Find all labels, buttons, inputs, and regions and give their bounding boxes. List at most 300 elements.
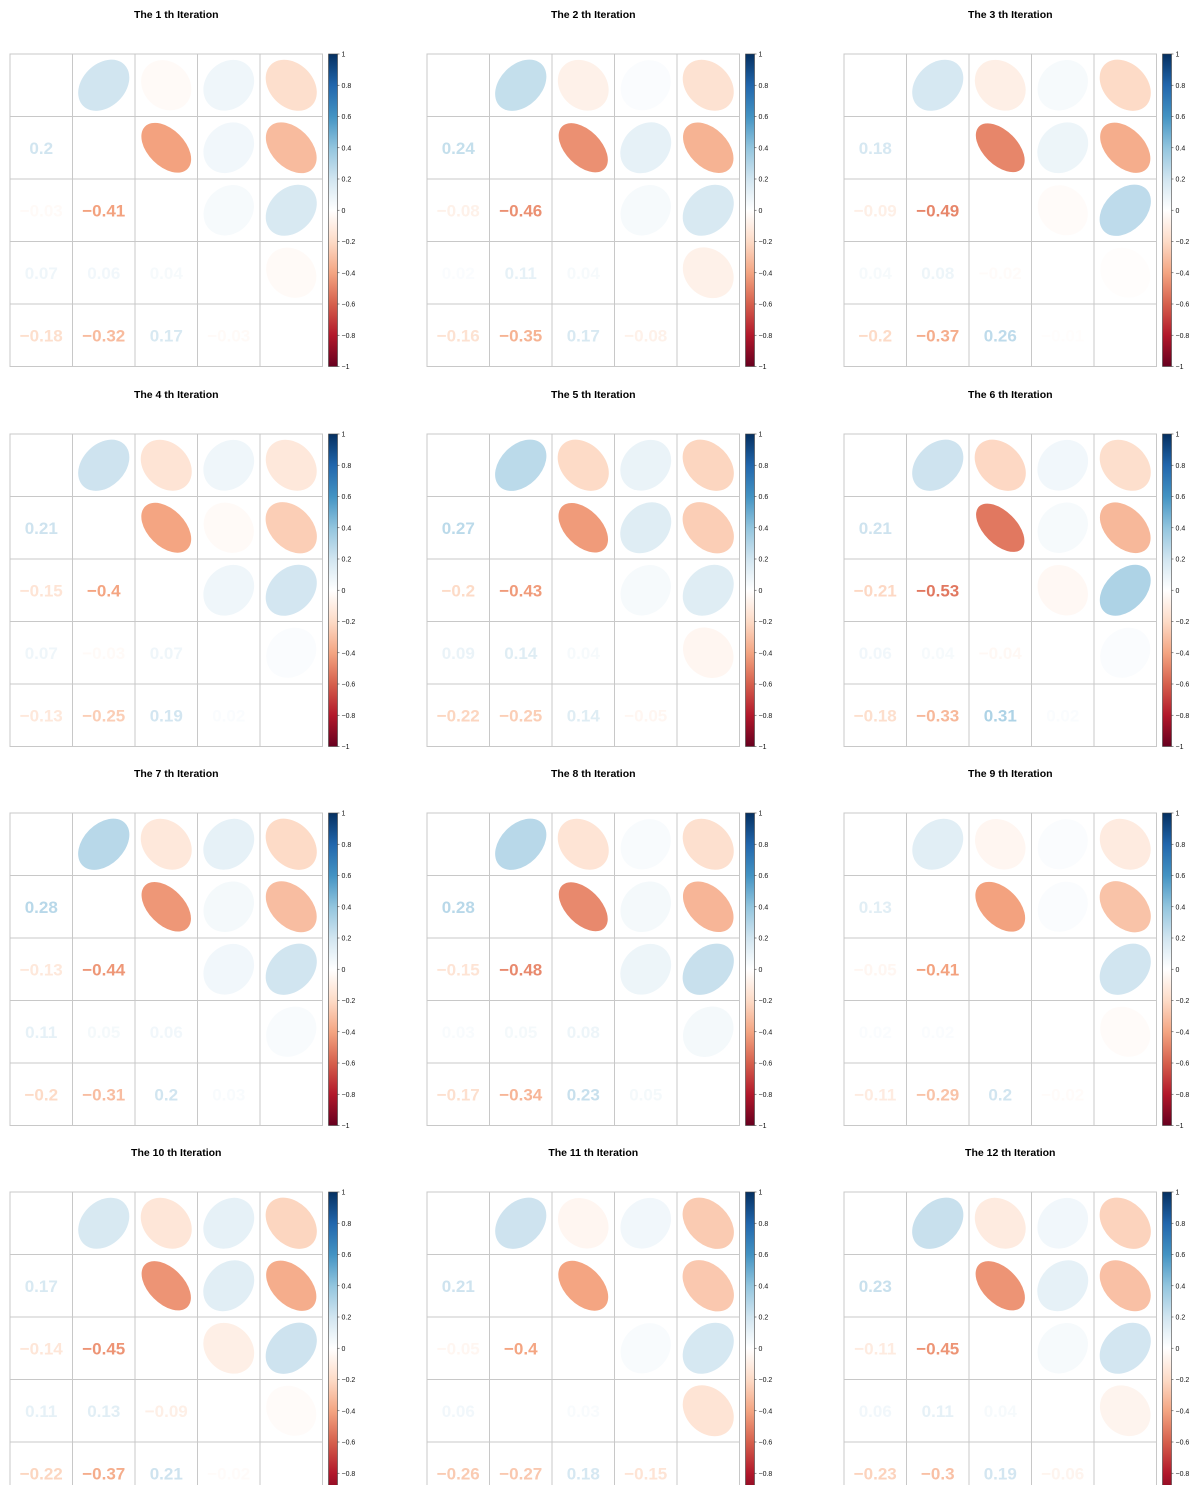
colorbar-tick-label: −1 xyxy=(341,744,350,751)
colorbar-tick-label: −0.8 xyxy=(758,1091,773,1099)
colorbar-tick-label: 0.6 xyxy=(1175,494,1186,501)
matrix-cell xyxy=(552,1317,615,1380)
colorbar-tick-label: −0.6 xyxy=(1175,301,1190,309)
matrix-cell xyxy=(427,813,490,876)
colorbar xyxy=(746,1192,755,1485)
colorbar-tick-label: −0.8 xyxy=(1175,332,1190,340)
colorbar-tick-label: 1 xyxy=(1175,810,1180,818)
correlation-value: −0.17 xyxy=(436,1085,480,1105)
colorbar-tick-label: 0.4 xyxy=(758,525,769,533)
colorbar-tick-label: −0.2 xyxy=(1175,239,1190,246)
correlation-value: 0.11 xyxy=(504,263,537,283)
matrix-cell xyxy=(10,54,73,117)
correlation-value: −0.02 xyxy=(1041,1085,1085,1105)
correlation-value: 0.06 xyxy=(858,1401,892,1421)
correlation-value: −0.03 xyxy=(207,326,251,346)
colorbar-tick-label: −0.2 xyxy=(1175,1377,1190,1384)
colorbar-tick-label: −0.6 xyxy=(341,1060,356,1068)
colorbar-tick-label: 0.4 xyxy=(758,1283,769,1291)
matrix-cell xyxy=(260,304,323,367)
corrplot-panel-1 xyxy=(10,9,355,371)
matrix-cell xyxy=(844,813,907,876)
panel-title: The 6 th Iteration xyxy=(967,389,1053,401)
correlation-value: −0.09 xyxy=(144,1401,188,1421)
matrix-cell xyxy=(427,54,490,117)
correlation-value: −0.11 xyxy=(854,1339,897,1359)
matrix-cell xyxy=(10,813,73,876)
correlation-value: −0.06 xyxy=(1041,1464,1085,1484)
matrix-cell xyxy=(615,622,678,685)
corrplot-panel-5 xyxy=(427,389,772,751)
colorbar-tick-label: 1 xyxy=(341,810,346,818)
matrix-cell xyxy=(1032,1001,1095,1064)
matrix-cell xyxy=(907,876,970,939)
matrix-cell xyxy=(1094,1442,1157,1485)
correlation-value: −0.05 xyxy=(853,960,897,980)
colorbar-tick-label: 0 xyxy=(341,207,346,215)
colorbar-tick-label: 0.8 xyxy=(758,462,769,470)
correlation-value: −0.25 xyxy=(82,706,126,726)
matrix-cell xyxy=(490,117,553,180)
colorbar-tick-label: 0.6 xyxy=(341,1252,352,1259)
matrix-cell xyxy=(490,876,553,939)
correlation-value: 0.02 xyxy=(1046,706,1080,726)
colorbar-tick-label: 0 xyxy=(341,1345,346,1353)
colorbar-tick-label: 0 xyxy=(758,1345,763,1353)
matrix-cell xyxy=(552,179,615,242)
colorbar-tick-label: 0.8 xyxy=(1175,462,1186,470)
colorbar-tick-label: −1 xyxy=(1175,1123,1184,1130)
colorbar-tick-label: 1 xyxy=(341,51,346,59)
correlation-value: 0.19 xyxy=(983,1464,1017,1484)
colorbar-tick-label: 0.8 xyxy=(1175,841,1186,849)
colorbar-tick-label: −0.2 xyxy=(758,619,773,626)
matrix-cell xyxy=(552,938,615,1001)
corrplot-panel-8 xyxy=(427,768,772,1130)
colorbar-tick-label: −0.4 xyxy=(341,270,356,278)
colorbar-tick-label: −1 xyxy=(1175,744,1184,751)
correlation-value: 0.18 xyxy=(566,1464,600,1484)
matrix-cell xyxy=(1094,1063,1157,1126)
colorbar-tick-label: 0.2 xyxy=(341,1314,352,1322)
colorbar-tick-label: −0.2 xyxy=(758,1377,773,1384)
panel-title: The 9 th Iteration xyxy=(967,768,1053,780)
colorbar-tick-label: 1 xyxy=(1175,1189,1180,1197)
correlation-value: 0.23 xyxy=(858,1276,892,1296)
matrix-cell xyxy=(260,1063,323,1126)
matrix-cell xyxy=(73,117,136,180)
colorbar-tick-label: −0.8 xyxy=(1175,712,1190,720)
correlation-value: 0.2 xyxy=(154,1085,179,1105)
correlation-value: 0.21 xyxy=(24,518,58,538)
colorbar-tick-label: −0.4 xyxy=(341,1408,356,1416)
correlation-value: −0.31 xyxy=(82,1085,126,1105)
colorbar-tick-label: 0.2 xyxy=(341,176,352,184)
colorbar-tick-label: 0.6 xyxy=(341,873,352,880)
matrix-cell xyxy=(969,559,1032,622)
correlation-value: −0.2 xyxy=(441,581,476,601)
colorbar-tick-label: 0.8 xyxy=(341,841,352,849)
matrix-cell xyxy=(552,559,615,622)
matrix-cell xyxy=(969,179,1032,242)
correlation-value: 0.27 xyxy=(441,518,475,538)
colorbar-tick-label: −0.6 xyxy=(1175,1439,1190,1447)
colorbar xyxy=(329,1192,338,1485)
correlation-value: −0.26 xyxy=(436,1464,480,1484)
colorbar-tick-label: −0.4 xyxy=(758,1408,773,1416)
correlation-value: 0.04 xyxy=(566,643,600,663)
colorbar-tick-label: 0.4 xyxy=(1175,904,1186,912)
matrix-cell xyxy=(844,434,907,497)
matrix-cell xyxy=(969,938,1032,1001)
colorbar-tick-label: −0.8 xyxy=(758,712,773,720)
panel-title: The 10 th Iteration xyxy=(131,1147,222,1159)
colorbar-tick-label: −0.2 xyxy=(341,1377,356,1384)
correlation-value: −0.34 xyxy=(499,1085,543,1105)
matrix-cell xyxy=(615,1001,678,1064)
colorbar-tick-label: 1 xyxy=(341,431,346,439)
correlation-value: 0.04 xyxy=(921,643,955,663)
panel-title: The 3 th Iteration xyxy=(967,9,1053,21)
colorbar xyxy=(1163,434,1172,747)
corrplot-panel-9 xyxy=(844,768,1189,1130)
correlation-value: 0.2 xyxy=(988,1085,1013,1105)
corrplot-panel-6 xyxy=(844,389,1189,751)
correlation-value: −0.03 xyxy=(19,201,63,221)
colorbar-tick-label: 0 xyxy=(341,966,346,974)
colorbar-tick-label: −0.4 xyxy=(758,650,773,658)
colorbar-tick-label: 1 xyxy=(758,1189,763,1197)
correlation-value: 0.06 xyxy=(87,263,121,283)
correlation-value: −0.48 xyxy=(499,960,543,980)
matrix-cell xyxy=(490,1255,553,1318)
matrix-cell xyxy=(10,1192,73,1255)
correlation-value: −0.29 xyxy=(916,1085,960,1105)
colorbar-tick-label: 0.4 xyxy=(341,904,352,912)
matrix-cell xyxy=(73,497,136,560)
correlation-value: −0.37 xyxy=(82,1464,126,1484)
matrix-cell xyxy=(844,54,907,117)
correlation-value: −0.37 xyxy=(916,326,960,346)
colorbar-tick-label: 0.2 xyxy=(341,556,352,564)
corrplot-panel-7 xyxy=(10,768,355,1130)
colorbar-tick-label: 1 xyxy=(758,810,763,818)
colorbar-tick-label: −0.2 xyxy=(758,239,773,246)
colorbar-tick-label: −0.2 xyxy=(341,239,356,246)
correlation-value: 0.17 xyxy=(24,1276,58,1296)
correlation-value: −0.4 xyxy=(86,581,121,601)
panel-title: The 11 th Iteration xyxy=(548,1147,639,1159)
correlation-value: −0.01 xyxy=(1041,326,1085,346)
colorbar-tick-label: −1 xyxy=(341,364,350,371)
correlation-value: −0.18 xyxy=(853,706,897,726)
colorbar-tick-label: 0.4 xyxy=(1175,525,1186,533)
correlation-value: 0.13 xyxy=(858,897,892,917)
correlation-value: −0.46 xyxy=(499,201,543,221)
correlation-value: −0.53 xyxy=(916,581,960,601)
colorbar-tick-label: −0.8 xyxy=(341,1091,356,1099)
panel-title: The 4 th Iteration xyxy=(133,389,219,401)
colorbar-tick-label: −0.6 xyxy=(341,1439,356,1447)
matrix-cell xyxy=(10,434,73,497)
correlation-value: −0.02 xyxy=(207,1464,251,1484)
correlation-value: 0.03 xyxy=(212,1085,246,1105)
colorbar-tick-label: −0.2 xyxy=(1175,998,1190,1005)
correlation-value: −0.2 xyxy=(24,1085,59,1105)
colorbar-tick-label: −0.8 xyxy=(341,1470,356,1478)
correlation-value: −0.08 xyxy=(436,201,480,221)
colorbar-tick-label: 0.2 xyxy=(1175,1314,1186,1322)
colorbar xyxy=(746,434,755,747)
correlation-value: 0.08 xyxy=(566,1022,600,1042)
matrix-cell xyxy=(844,1192,907,1255)
colorbar-tick-label: −0.6 xyxy=(758,1439,773,1447)
correlation-value: 0.19 xyxy=(149,706,183,726)
panel-title: The 1 th Iteration xyxy=(133,9,219,21)
colorbar-tick-label: −0.4 xyxy=(758,270,773,278)
correlation-value: 0.02 xyxy=(212,706,246,726)
colorbar-tick-label: −0.8 xyxy=(1175,1091,1190,1099)
colorbar-tick-label: −0.8 xyxy=(758,332,773,340)
correlation-value: 0.08 xyxy=(921,263,955,283)
matrix-cell xyxy=(427,434,490,497)
correlation-value: 0.07 xyxy=(24,263,58,283)
colorbar-tick-label: −0.6 xyxy=(1175,1060,1190,1068)
colorbar-tick-label: 1 xyxy=(341,1189,346,1197)
correlation-value: 0.21 xyxy=(858,518,892,538)
colorbar-tick-label: −0.6 xyxy=(758,301,773,309)
colorbar-tick-label: 0.2 xyxy=(758,176,769,184)
colorbar-tick-label: −0.4 xyxy=(341,650,356,658)
colorbar-tick-label: −0.6 xyxy=(758,1060,773,1068)
colorbar-tick-label: 0.8 xyxy=(341,82,352,90)
colorbar-tick-label: 0.4 xyxy=(1175,145,1186,153)
correlation-value: 0.21 xyxy=(149,1464,183,1484)
colorbar-tick-label: 0 xyxy=(341,587,346,595)
matrix-cell xyxy=(135,179,198,242)
correlation-value: −0.3 xyxy=(920,1464,955,1484)
correlation-value: 0.14 xyxy=(566,706,600,726)
correlation-value: 0.14 xyxy=(504,643,538,663)
correlation-value: 0.11 xyxy=(921,1401,954,1421)
correlation-value: 0.03 xyxy=(566,1401,600,1421)
colorbar-tick-label: 0.6 xyxy=(341,114,352,121)
colorbar-tick-label: 1 xyxy=(1175,51,1180,59)
matrix-cell xyxy=(73,876,136,939)
correlation-value: −0.11 xyxy=(854,1085,897,1105)
colorbar-tick-label: 0.2 xyxy=(758,935,769,943)
correlation-value: 0.2 xyxy=(29,138,54,158)
correlation-value: −0.2 xyxy=(858,326,893,346)
colorbar-tick-label: −0.2 xyxy=(758,998,773,1005)
colorbar xyxy=(1163,54,1172,367)
correlation-value: 0.21 xyxy=(441,1276,475,1296)
colorbar-tick-label: 1 xyxy=(758,431,763,439)
colorbar-tick-label: −1 xyxy=(341,1123,350,1130)
matrix-cell xyxy=(490,497,553,560)
colorbar-tick-label: 0 xyxy=(758,207,763,215)
matrix-cell xyxy=(135,559,198,622)
correlation-value: −0.25 xyxy=(499,706,543,726)
correlation-value: 0.24 xyxy=(441,138,475,158)
corrplot-panel-11 xyxy=(427,1147,772,1485)
colorbar-tick-label: −0.4 xyxy=(758,1029,773,1037)
colorbar-tick-label: −0.6 xyxy=(341,301,356,309)
matrix-cell xyxy=(135,938,198,1001)
matrix-cell xyxy=(1094,684,1157,747)
correlation-value: −0.35 xyxy=(499,326,543,346)
colorbar-tick-label: 0.4 xyxy=(341,1283,352,1291)
colorbar-tick-label: 0.6 xyxy=(341,494,352,501)
correlation-value: 0.03 xyxy=(441,1022,475,1042)
colorbar xyxy=(329,54,338,367)
correlation-value: −0.23 xyxy=(853,1464,897,1484)
correlation-value: −0.05 xyxy=(436,1339,480,1359)
colorbar-tick-label: 1 xyxy=(1175,431,1180,439)
colorbar xyxy=(1163,813,1172,1126)
colorbar-tick-label: −0.4 xyxy=(341,1029,356,1037)
matrix-cell xyxy=(135,1317,198,1380)
correlation-value: 0.02 xyxy=(441,263,475,283)
correlation-value: 0.06 xyxy=(149,1022,183,1042)
matrix-cell xyxy=(1094,304,1157,367)
correlation-value: 0.26 xyxy=(983,326,1017,346)
colorbar-tick-label: 0.6 xyxy=(758,114,769,121)
colorbar-tick-label: 1 xyxy=(758,51,763,59)
correlation-value: 0.23 xyxy=(566,1085,600,1105)
colorbar-tick-label: 0.6 xyxy=(1175,1252,1186,1259)
colorbar-tick-label: 0.2 xyxy=(1175,935,1186,943)
colorbar-tick-label: 0.6 xyxy=(758,1252,769,1259)
panel-title: The 8 th Iteration xyxy=(550,768,636,780)
matrix-cell xyxy=(1032,1380,1095,1443)
correlation-value: −0.05 xyxy=(624,706,668,726)
correlation-value: 0.05 xyxy=(504,1022,538,1042)
colorbar-tick-label: −0.4 xyxy=(1175,1029,1190,1037)
matrix-cell xyxy=(677,1442,740,1485)
correlation-value: −0.13 xyxy=(19,706,63,726)
colorbar-tick-label: 0 xyxy=(758,966,763,974)
matrix-cell xyxy=(969,1317,1032,1380)
correlation-value: −0.41 xyxy=(82,201,126,221)
matrix-cell xyxy=(73,1255,136,1318)
correlation-value: 0.28 xyxy=(24,897,58,917)
correlation-value: 0.17 xyxy=(566,326,600,346)
matrix-cell xyxy=(1032,622,1095,685)
correlation-value: 0.17 xyxy=(149,326,183,346)
correlation-value: −0.15 xyxy=(436,960,480,980)
correlation-value: 0 xyxy=(995,1022,1005,1042)
matrix-cell xyxy=(198,1380,261,1443)
matrix-cell xyxy=(677,684,740,747)
colorbar-tick-label: 0.2 xyxy=(1175,176,1186,184)
corrplot-panel-2 xyxy=(427,9,772,371)
correlation-value: 0.11 xyxy=(25,1022,58,1042)
matrix-cell xyxy=(427,1192,490,1255)
colorbar-tick-label: 0.2 xyxy=(758,1314,769,1322)
colorbar-tick-label: 0.4 xyxy=(758,145,769,153)
corrplot-panel-3 xyxy=(844,9,1189,371)
colorbar-tick-label: −0.2 xyxy=(341,998,356,1005)
correlation-value: 0.28 xyxy=(441,897,475,917)
matrix-cell xyxy=(1032,242,1095,305)
colorbar xyxy=(329,813,338,1126)
correlation-value: −0.41 xyxy=(916,960,960,980)
correlation-value: 0 xyxy=(516,1401,526,1421)
colorbar-tick-label: 0.4 xyxy=(341,525,352,533)
colorbar-tick-label: 0.2 xyxy=(1175,556,1186,564)
correlation-value: 0.07 xyxy=(149,643,183,663)
correlation-value: 0.13 xyxy=(87,1401,121,1421)
colorbar-tick-label: −0.2 xyxy=(1175,619,1190,626)
colorbar-tick-label: −0.4 xyxy=(1175,1408,1190,1416)
colorbar-tick-label: 0.8 xyxy=(1175,1220,1186,1228)
colorbar xyxy=(746,54,755,367)
colorbar-tick-label: 0.6 xyxy=(758,873,769,880)
colorbar-tick-label: −0.8 xyxy=(1175,1470,1190,1478)
colorbar xyxy=(1163,1192,1172,1485)
correlation-value: −0.16 xyxy=(436,326,480,346)
colorbar-tick-label: −1 xyxy=(758,1123,767,1130)
colorbar-tick-label: −0.8 xyxy=(341,332,356,340)
correlation-value: −0.43 xyxy=(499,581,543,601)
correlation-value: 0.02 xyxy=(921,1022,955,1042)
colorbar-tick-label: 0.8 xyxy=(341,462,352,470)
colorbar-tick-label: 0 xyxy=(1175,1345,1180,1353)
correlation-value: −0.03 xyxy=(82,643,126,663)
correlation-value: −0.22 xyxy=(19,1464,63,1484)
corrplot-panel-12 xyxy=(844,1147,1189,1485)
matrix-cell xyxy=(907,497,970,560)
colorbar-tick-label: −0.2 xyxy=(341,619,356,626)
correlation-value: −0.15 xyxy=(624,1464,668,1484)
colorbar-tick-label: 0.8 xyxy=(341,1220,352,1228)
correlation-value: −0.45 xyxy=(916,1339,960,1359)
colorbar-tick-label: 0.8 xyxy=(1175,82,1186,90)
correlation-value: 0.07 xyxy=(24,643,58,663)
correlation-value: 0.05 xyxy=(87,1022,121,1042)
correlation-value: −0.13 xyxy=(19,960,63,980)
colorbar-tick-label: 0 xyxy=(758,587,763,595)
colorbar-tick-label: −0.4 xyxy=(1175,650,1190,658)
colorbar-tick-label: 0 xyxy=(1175,207,1180,215)
correlation-value: −0.27 xyxy=(499,1464,543,1484)
colorbar-tick-label: 0.8 xyxy=(758,841,769,849)
matrix-cell xyxy=(260,684,323,747)
corrplot-panel-10 xyxy=(10,1147,355,1485)
colorbar-tick-label: 0.2 xyxy=(758,556,769,564)
colorbar-tick-label: 0.6 xyxy=(1175,873,1186,880)
correlation-value: 0.06 xyxy=(441,1401,475,1421)
colorbar-tick-label: −0.8 xyxy=(341,712,356,720)
matrix-cell xyxy=(198,622,261,685)
colorbar-tick-label: −0.6 xyxy=(758,681,773,689)
colorbar-tick-label: −0.4 xyxy=(1175,270,1190,278)
correlation-value: −0.15 xyxy=(19,581,63,601)
colorbar-tick-label: 0.8 xyxy=(758,82,769,90)
correlation-value: −0.04 xyxy=(978,643,1022,663)
corrplot-panel-4 xyxy=(10,389,355,751)
correlation-value: −0.49 xyxy=(916,201,960,221)
colorbar-tick-label: −1 xyxy=(758,744,767,751)
correlation-value: −0.21 xyxy=(853,581,897,601)
panel-title: The 5 th Iteration xyxy=(550,389,636,401)
correlation-value: 0.31 xyxy=(983,706,1017,726)
matrix-cell xyxy=(907,1255,970,1318)
matrix-cell xyxy=(260,1442,323,1485)
correlation-value: 0.11 xyxy=(25,1401,58,1421)
colorbar-tick-label: 0 xyxy=(1175,966,1180,974)
